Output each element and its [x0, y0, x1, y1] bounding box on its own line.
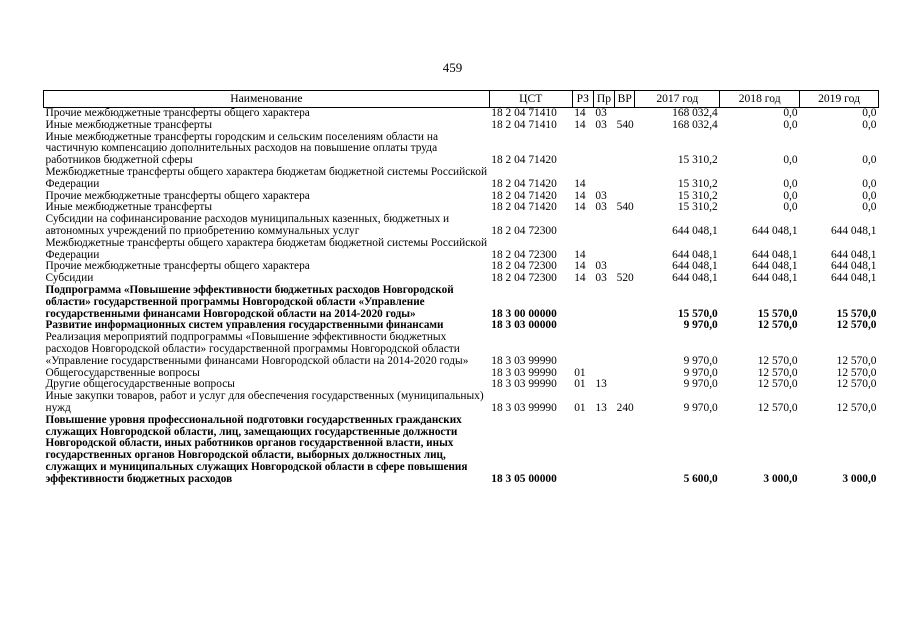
table-row	[44, 120, 879, 132]
row-value-2018: 12 570,0	[757, 354, 798, 367]
header-2018: 2018 год	[720, 91, 800, 108]
row-name: Подпрограмма «Повышение эффективности бюджетных расходов Новгородской области» государственной программы Новгородской области «Управление государственными финансами Новгородской области на 2014-2020 годы»	[45, 283, 454, 320]
row-cst: 18 3 03 99990	[491, 378, 557, 391]
row-name: Субсидии	[45, 272, 94, 285]
row-rz: 14	[574, 118, 586, 131]
row-value-2017: 15 570,0	[677, 307, 718, 320]
table-row	[44, 108, 879, 120]
row-pr: 03	[595, 189, 607, 202]
row-vr: 540	[616, 201, 634, 214]
row-value-2017: 9 970,0	[683, 319, 718, 332]
row-vr	[615, 285, 635, 320]
row-vr	[615, 132, 635, 167]
row-pr: 13	[595, 401, 607, 414]
row-vr: 240	[616, 401, 634, 414]
row-value-2018: 15 570,0	[757, 307, 798, 320]
row-vr: 540	[616, 118, 634, 131]
row-name: Прочие межбюджетные трансферты общего характера	[45, 189, 310, 202]
row-value-2019: 644 048,1	[830, 224, 877, 237]
table-row	[44, 415, 879, 486]
row-rz: 14	[574, 248, 586, 261]
table-row	[44, 214, 879, 238]
table-row	[44, 285, 879, 320]
row-value-2017: 644 048,1	[672, 224, 718, 237]
row-value-2017: 15 310,2	[677, 154, 718, 167]
row-value-2018: 644 048,1	[752, 260, 798, 273]
header-2019: 2019 год	[800, 91, 879, 108]
row-value-2019: 0,0	[862, 177, 877, 190]
header-cst: ЦСТ	[489, 91, 572, 108]
row-rz	[572, 415, 593, 486]
row-rz: 14	[574, 260, 586, 273]
row-value-2018: 0,0	[783, 189, 798, 202]
row-cst: 18 2 04 72300	[491, 224, 557, 237]
row-value-2017: 168 032,4	[672, 107, 718, 119]
table-row	[44, 167, 879, 191]
row-name: Иные межбюджетные трансферты	[45, 201, 213, 214]
row-value-2019: 0,0	[862, 154, 877, 167]
header-rz: РЗ	[572, 91, 593, 108]
row-cst: 18 2 04 71420	[491, 189, 557, 202]
row-cst: 18 2 04 71410	[491, 107, 557, 119]
row-value-2018: 644 048,1	[752, 224, 798, 237]
row-cst: 18 3 03 00000	[491, 319, 557, 332]
header-pr: Пр	[593, 91, 614, 108]
row-name: Повышение уровня профессиональной подготовки государственных гражданских служащих Новгородской области, лиц, замещающих государственные должности Новгородской области, иных работников органов государственной власти, иных государственных органов Новгородской области, выборных должностных лиц, служащих и муниципальных служащих Новгородской области в сфере повышения эффективности бюджетных расходов	[45, 413, 468, 485]
row-value-2019: 644 048,1	[830, 272, 877, 285]
row-value-2017: 9 970,0	[683, 401, 718, 414]
row-cst: 18 2 04 71420	[491, 154, 557, 167]
row-pr: 03	[595, 272, 607, 285]
row-rz: 14	[574, 177, 586, 190]
row-value-2017: 5 600,0	[683, 472, 718, 485]
row-pr: 13	[595, 378, 607, 391]
row-name: Субсидии на софинансирование расходов муниципальных казенных, бюджетных и автономных учреждений по приобретению коммунальных услуг	[45, 213, 450, 237]
row-rz	[572, 214, 593, 238]
row-value-2019: 0,0	[862, 201, 877, 214]
row-pr: 03	[595, 201, 607, 214]
row-name: Реализация мероприятий подпрограммы «Повышение эффективности бюджетных расходов Новгородской области» государственной программы Новгородской области «Управление государственными финансами Новгородской области на 2014-2020 годы»	[45, 331, 469, 367]
row-vr	[615, 320, 635, 332]
row-value-2018: 0,0	[783, 177, 798, 190]
row-value-2018: 3 000,0	[763, 472, 798, 485]
row-rz	[572, 132, 593, 167]
row-name: Другие общегосударственные вопросы	[45, 378, 235, 391]
row-name: Прочие межбюджетные трансферты общего характера	[45, 260, 310, 273]
row-cst: 18 2 04 71420	[491, 201, 557, 214]
row-value-2018: 0,0	[783, 107, 798, 119]
row-vr: 520	[616, 272, 634, 285]
row-vr	[615, 238, 635, 262]
row-pr: 03	[595, 118, 607, 131]
row-value-2018: 644 048,1	[752, 248, 798, 261]
row-name: Межбюджетные трансферты общего характера бюджетам бюджетной системы Российской Федерации	[45, 236, 488, 261]
row-value-2018: 12 570,0	[757, 366, 798, 379]
row-pr	[593, 285, 614, 320]
table-row	[44, 332, 879, 367]
row-pr: 03	[595, 260, 607, 273]
row-value-2017: 644 048,1	[672, 260, 718, 273]
row-value-2019: 15 570,0	[836, 307, 877, 320]
header-vr: ВР	[615, 91, 635, 108]
row-value-2019: 644 048,1	[830, 248, 877, 261]
row-value-2017: 15 310,2	[677, 201, 718, 214]
row-cst: 18 3 00 00000	[491, 307, 557, 320]
page-number: 459	[442, 60, 463, 75]
row-value-2017: 644 048,1	[672, 272, 718, 285]
table-row	[44, 391, 879, 415]
row-name: Иные закупки товаров, работ и услуг для обеспечения государственных (муниципальных) нужд	[45, 390, 484, 414]
row-value-2017: 15 310,2	[677, 189, 718, 202]
row-value-2017: 9 970,0	[683, 366, 718, 379]
row-rz: 01	[574, 401, 586, 414]
row-name: Прочие межбюджетные трансферты общего характера	[45, 107, 310, 119]
row-cst: 18 3 03 99990	[491, 401, 557, 414]
row-vr	[615, 368, 635, 380]
row-vr	[615, 108, 635, 120]
row-value-2019: 12 570,0	[836, 319, 877, 332]
row-value-2018: 0,0	[783, 154, 798, 167]
row-value-2017: 9 970,0	[683, 354, 718, 367]
row-value-2018: 12 570,0	[757, 378, 798, 391]
row-value-2017: 15 310,2	[677, 177, 718, 190]
row-cst: 18 2 04 72300	[491, 272, 557, 285]
row-pr: 03	[595, 107, 607, 119]
table-body	[44, 108, 879, 486]
row-value-2017: 9 970,0	[683, 378, 718, 391]
budget-table	[43, 90, 879, 486]
row-pr	[593, 167, 614, 191]
row-name: Развитие информационных систем управления государственными финансами	[45, 319, 444, 332]
row-name: Иные межбюджетные трансферты городским и сельским поселениям области на частичную компенсацию дополнительных расходов на повышение оплаты труда работников бюджетной сферы	[45, 130, 439, 167]
row-value-2019: 0,0	[862, 107, 877, 119]
table-row	[44, 238, 879, 262]
row-value-2019: 0,0	[862, 189, 877, 202]
row-vr	[615, 415, 635, 486]
row-cst: 18 2 04 72300	[491, 248, 557, 261]
header-name: Наименование	[44, 91, 490, 108]
row-value-2018: 0,0	[783, 201, 798, 214]
row-rz	[572, 320, 593, 332]
row-value-2019: 12 570,0	[836, 378, 877, 391]
row-rz: 14	[574, 201, 586, 214]
row-rz: 01	[574, 378, 586, 391]
row-pr	[593, 332, 614, 367]
row-rz: 01	[574, 366, 586, 379]
row-cst: 18 2 04 71420	[491, 177, 557, 190]
row-value-2018: 12 570,0	[757, 319, 798, 332]
row-cst: 18 2 04 72300	[491, 260, 557, 273]
row-value-2019: 12 570,0	[836, 354, 877, 367]
row-rz	[572, 285, 593, 320]
row-cst: 18 3 03 99990	[491, 354, 557, 367]
row-rz	[572, 332, 593, 367]
row-pr	[593, 132, 614, 167]
header-2017: 2017 год	[635, 91, 720, 108]
row-value-2017: 644 048,1	[672, 248, 718, 261]
row-value-2019: 12 570,0	[836, 401, 877, 414]
row-name: Межбюджетные трансферты общего характера бюджетам бюджетной системы Российской Федерации	[45, 165, 488, 190]
row-pr	[593, 415, 614, 486]
row-value-2019: 0,0	[862, 118, 877, 131]
row-value-2017: 168 032,4	[672, 118, 718, 131]
row-vr	[615, 167, 635, 191]
row-pr	[593, 320, 614, 332]
row-rz: 14	[574, 107, 586, 119]
row-name: Общегосударственные вопросы	[45, 366, 200, 379]
row-vr	[615, 214, 635, 238]
row-pr	[593, 214, 614, 238]
table-row	[44, 132, 879, 167]
row-rz: 14	[574, 189, 586, 202]
row-vr	[615, 379, 635, 391]
row-value-2018: 644 048,1	[752, 272, 798, 285]
row-cst: 18 3 05 00000	[491, 472, 557, 485]
row-value-2019: 644 048,1	[830, 260, 877, 273]
row-name: Иные межбюджетные трансферты	[45, 118, 213, 131]
row-value-2019: 3 000,0	[842, 472, 877, 485]
row-pr	[593, 238, 614, 262]
row-value-2018: 0,0	[783, 118, 798, 131]
row-cst: 18 2 04 71410	[491, 118, 557, 131]
row-value-2018: 12 570,0	[757, 401, 798, 414]
row-rz: 14	[574, 272, 586, 285]
row-vr	[615, 332, 635, 367]
row-value-2019: 12 570,0	[836, 366, 877, 379]
table-header-row	[44, 91, 879, 108]
row-cst: 18 3 03 99990	[491, 366, 557, 379]
